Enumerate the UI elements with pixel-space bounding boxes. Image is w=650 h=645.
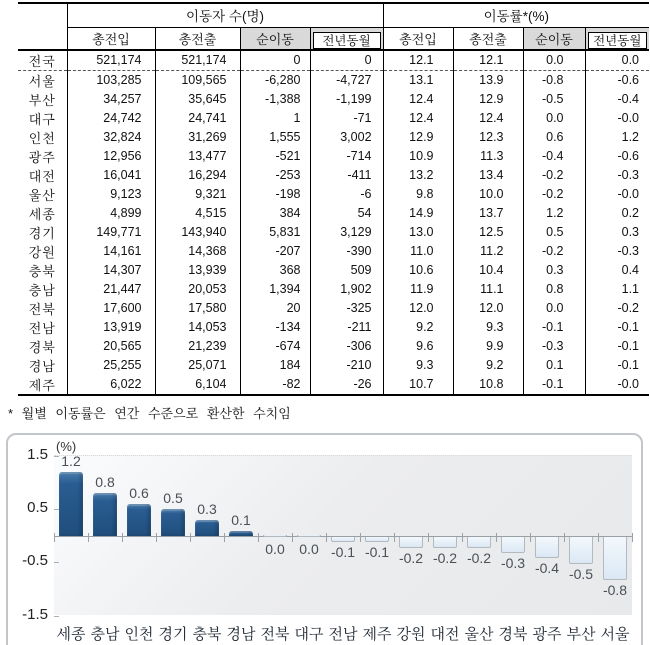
region-label: 서울 [28,73,56,89]
bar-value-label: -0.3 [500,554,526,571]
table-cell: 14.9 [383,204,453,223]
table-cell: 384 [240,204,310,223]
table-cell: -0.3 [523,337,585,356]
table-cell: 3,002 [310,128,383,147]
table-cell: -210 [310,356,383,375]
x-axis-label: 경남 [226,625,256,643]
table-row [18,166,649,185]
table-cell: 11.9 [383,280,453,299]
table-cell: 13.9 [453,70,523,90]
table-cell: -0.1 [585,318,649,337]
table-row [18,242,649,261]
col-header-yoy [310,27,383,50]
table-cell: -0.0 [585,375,649,395]
bar-value-label: 0.1 [231,511,251,528]
table-cell: 0.0 [523,50,585,71]
x-axis-label: 인천 [124,625,154,643]
group-header-rate: 이동률*(%) [383,3,649,27]
region-label: 광주 [28,149,56,165]
table-cell: 12.1 [383,50,453,71]
table-cell: 1,394 [240,280,310,299]
table-cell: 13.0 [383,223,453,242]
category-tick-mark [564,533,565,542]
bar-value-label: -0.2 [398,549,424,566]
table-cell: 1 [240,109,310,128]
table-cell: -0.2 [523,166,585,185]
bar-value-label: -0.8 [602,581,628,598]
table-cell: 20 [240,299,310,318]
table-cell: -0.2 [523,185,585,204]
table-cell: 24,741 [155,109,240,128]
table-cell: 10.9 [383,147,453,166]
bar-value-label: -0.5 [568,565,594,582]
x-axis-labels [54,623,632,644]
region-label: 경기 [28,225,56,241]
category-tick-mark [190,533,191,542]
footnote: * 월별 이동률은 연간 수준으로 환산한 수치임 [8,405,291,421]
table-cell: 0.2 [585,204,649,223]
table-cell: 1,902 [310,280,383,299]
x-axis-label: 제주 [362,625,392,643]
table-row [18,280,649,299]
col-header-total-in-rate: 총전입 [383,27,453,50]
category-tick-mark [360,533,361,542]
table-cell: 0.0 [585,50,649,71]
table-cell: 184 [240,356,310,375]
table-cell: 10.4 [453,261,523,280]
category-tick-mark [122,533,123,542]
table-cell: -521 [240,147,310,166]
table-row [18,70,649,90]
category-tick-mark [462,533,463,542]
table-cell: 14,053 [155,318,240,337]
table-row [18,261,649,280]
bar-충남 [93,493,117,536]
y-axis-tick-mark [54,616,59,617]
table-cell: 0.4 [585,261,649,280]
table-cell: -26 [310,375,383,395]
category-tick-mark [326,533,327,542]
table-cell: -6,280 [240,70,310,90]
table-cell: 12.5 [453,223,523,242]
table-body [18,50,649,395]
y-axis-tick-label: -0.5 [22,552,48,570]
bar-서울 [603,537,627,580]
table-cell: 10.7 [383,375,453,395]
table-row [18,356,649,375]
table-cell: 12.4 [383,90,453,109]
table-cell: -0.3 [585,242,649,261]
table-cell: -674 [240,337,310,356]
table-cell: 12.0 [453,299,523,318]
bar-value-label: 0.5 [163,489,183,506]
bar-충북 [195,520,219,536]
table-cell: 14,161 [67,242,155,261]
table-cell: 35,645 [155,90,240,109]
category-tick-mark [224,533,225,542]
table-cell: 14,307 [67,261,155,280]
table-cell: -0.1 [585,356,649,375]
region-label: 경남 [28,358,56,374]
category-tick-mark [496,533,497,542]
table-cell: 12.3 [453,128,523,147]
table-cell: -0.4 [585,90,649,109]
table-cell: 10.0 [453,185,523,204]
table-row [18,50,649,71]
table-cell: -0.4 [523,147,585,166]
bar-대전 [433,537,457,548]
bar-경기 [161,509,185,536]
category-tick-mark [156,533,157,542]
region-label: 대전 [28,168,56,184]
table-cell: 13.1 [383,70,453,90]
table-cell: -0.0 [585,109,649,128]
col-header-yoy-rate [585,27,649,50]
table-cell: 11.2 [453,242,523,261]
region-label: 충북 [28,263,56,279]
bar-부산 [569,537,593,564]
table-cell: 0 [240,50,310,71]
table-cell: -207 [240,242,310,261]
table-cell: 9.3 [383,356,453,375]
table-cell: 9.8 [383,185,453,204]
table-row [18,109,649,128]
bar-value-label: 0.0 [265,540,285,557]
x-axis-label: 부산 [566,625,596,643]
bar-광주 [535,537,559,558]
table-cell: -306 [310,337,383,356]
table-cell: 9.2 [383,318,453,337]
table-cell: 6,022 [67,375,155,395]
table-cell: 1.2 [523,204,585,223]
table-cell: 103,285 [67,70,155,90]
table-cell: 12.9 [453,90,523,109]
migration-stats-table [18,2,649,396]
region-label: 전남 [28,320,56,336]
bar-value-label: 1.2 [61,452,81,469]
net-migration-rate-chart [6,433,643,645]
table-cell: -0.3 [585,166,649,185]
table-row [18,90,649,109]
bar-인천 [127,504,151,536]
x-axis-label: 경북 [498,625,528,643]
col-header-net: 순이동 [240,27,310,50]
bar-value-label: -0.2 [466,549,492,566]
table-cell: 149,771 [67,223,155,242]
table-cell: 34,257 [67,90,155,109]
table-cell: -0.5 [523,90,585,109]
bar-제주 [365,537,389,542]
table-cell: -1,199 [310,90,383,109]
table-cell: -0.2 [585,299,649,318]
table-cell: 25,071 [155,356,240,375]
col-header-total-out-rate: 총전출 [453,27,523,50]
table-row [18,185,649,204]
bar-value-label: -0.2 [432,549,458,566]
table-cell: 6,104 [155,375,240,395]
x-axis-label: 광주 [532,625,562,643]
table-cell: 9,123 [67,185,155,204]
bar-대구 [297,535,321,537]
table-cell: 9,321 [155,185,240,204]
table-cell: 25,255 [67,356,155,375]
x-axis-label: 세종 [56,625,86,643]
table-cell: -411 [310,166,383,185]
table-cell: -211 [310,318,383,337]
y-axis-tick-mark [54,456,59,457]
table-cell: 4,515 [155,204,240,223]
table-cell: 14,368 [155,242,240,261]
table-row [18,337,649,356]
region-label: 제주 [18,375,67,395]
region-label: 대구 [28,111,56,127]
y-axis-tick-label: -1.5 [22,605,48,623]
col-header-total-out: 총전출 [155,27,240,50]
table-row [18,147,649,166]
table-cell: 509 [310,261,383,280]
table-cell: 31,269 [155,128,240,147]
x-axis-label: 전남 [328,625,358,643]
table-cell: 0.8 [523,280,585,299]
x-axis-label: 울산 [464,625,494,643]
bar-value-label: 0.8 [95,473,115,490]
table-cell: -0.1 [585,337,649,356]
table-cell: 16,041 [67,166,155,185]
bar-value-label: 0.6 [129,484,149,501]
corner-cell [18,27,67,50]
x-axis-label: 충북 [192,625,222,643]
x-axis-label: 전북 [260,625,290,643]
table-cell: 21,447 [67,280,155,299]
table-cell: 9.3 [453,318,523,337]
table-cell: 0.0 [523,299,585,318]
category-tick-mark [428,533,429,542]
bar-경북 [501,537,525,553]
table-row [18,375,649,395]
x-axis-label: 대구 [294,625,324,643]
table-row [18,299,649,318]
table-cell: 12.9 [383,128,453,147]
table-cell: -0.6 [585,147,649,166]
table-cell: 16,294 [155,166,240,185]
table-cell: -134 [240,318,310,337]
table-cell: 13.4 [453,166,523,185]
x-axis-label: 충남 [90,625,120,643]
table-cell: 143,940 [155,223,240,242]
bar-전북 [263,535,287,537]
region-label: 세종 [28,206,56,222]
table-cell: -0.1 [523,375,585,395]
bar-경남 [229,531,253,536]
table-cell: 24,742 [67,109,155,128]
table-cell: 0.0 [523,109,585,128]
bar-value-label: -0.1 [364,543,390,560]
table-cell: 13.2 [383,166,453,185]
region-label: 경북 [28,339,56,355]
table-cell: 13,939 [155,261,240,280]
table-cell: 12,956 [67,147,155,166]
y-axis-unit-label: (%) [56,438,77,454]
table-cell: 0 [310,50,383,71]
table-cell: -4,727 [310,70,383,90]
plot-area [54,452,632,615]
bar-value-label: -0.1 [330,543,356,560]
category-tick-mark [632,533,633,542]
region-label: 충남 [28,282,56,298]
bar-전남 [331,537,355,542]
table-cell: -71 [310,109,383,128]
table-cell: 17,600 [67,299,155,318]
table-cell: 0.3 [585,223,649,242]
table-cell: 32,824 [67,128,155,147]
table-cell: 12.1 [453,50,523,71]
category-tick-mark [530,533,531,542]
yoy-box: 전년동월 [313,32,381,49]
table-cell: 5,831 [240,223,310,242]
category-tick-mark [54,533,55,542]
table-cell: -0.1 [523,318,585,337]
table-cell: 10.8 [453,375,523,395]
table-row [18,128,649,147]
table-cell: 9.9 [453,337,523,356]
table-cell: 3,129 [310,223,383,242]
region-label: 강원 [28,244,56,260]
table-cell: 20,565 [67,337,155,356]
category-tick-mark [394,533,395,542]
x-axis-label: 경기 [158,625,188,643]
region-label: 울산 [28,187,56,203]
table-cell: -0.6 [585,70,649,90]
corner-cell [18,3,67,27]
table-cell: 521,174 [67,50,155,71]
bar-value-label: -0.4 [534,559,560,576]
table-cell: 0.3 [523,261,585,280]
y-axis-tick-label: 0.5 [27,498,48,516]
table-cell: -198 [240,185,310,204]
region-label: 부산 [28,92,56,108]
table-row [18,204,649,223]
table-cell: 20,053 [155,280,240,299]
table-cell: 11.0 [383,242,453,261]
table-cell: 21,239 [155,337,240,356]
table-cell: -1,388 [240,90,310,109]
x-axis-label: 대전 [430,625,460,643]
category-tick-mark [258,533,259,542]
table-cell: -390 [310,242,383,261]
region-label: 전북 [28,301,56,317]
table-cell: 13.7 [453,204,523,223]
table-cell: 1.1 [585,280,649,299]
table-cell: 521,174 [155,50,240,71]
bar-세종 [59,472,83,536]
table-cell: 10.6 [383,261,453,280]
table-cell: 0.5 [523,223,585,242]
region-label: 전국 [18,50,67,71]
category-tick-mark [292,533,293,542]
table-cell: 12.4 [383,109,453,128]
bar-울산 [467,537,491,548]
table-cell: 1.2 [585,128,649,147]
y-axis-tick-mark [54,562,59,563]
table-cell: 12.4 [453,109,523,128]
table-cell: -6 [310,185,383,204]
bar-value-label: 0.0 [299,540,319,557]
table-cell: 11.1 [453,280,523,299]
table-cell: -253 [240,166,310,185]
x-axis-label: 강원 [396,625,426,643]
table-cell: 13,477 [155,147,240,166]
table-cell: 0.1 [523,356,585,375]
table-cell: 17,580 [155,299,240,318]
table-cell: -0.8 [523,70,585,90]
table-cell: 12.0 [383,299,453,318]
bar-강원 [399,537,423,548]
table-cell: 4,899 [67,204,155,223]
table-cell: 1,555 [240,128,310,147]
table-cell: 368 [240,261,310,280]
table-cell: -0.2 [523,242,585,261]
category-tick-mark [598,533,599,542]
table-cell: -714 [310,147,383,166]
table-row [18,223,649,242]
yoy-rate-box: 전년동월 [588,32,648,49]
table-cell: 54 [310,204,383,223]
table-cell: 0.6 [523,128,585,147]
category-tick-mark [88,533,89,542]
col-header-total-in: 총전입 [67,27,155,50]
table-cell: 9.2 [453,356,523,375]
region-label: 인천 [28,130,56,146]
table-cell: -325 [310,299,383,318]
table-cell: -0.0 [585,185,649,204]
y-axis-tick-label: 1.5 [27,445,48,463]
bar-value-label: 0.3 [197,500,217,517]
table-row [18,318,649,337]
table-cell: 9.6 [383,337,453,356]
table-cell: 13,919 [67,318,155,337]
table-cell: 11.3 [453,147,523,166]
table-cell: 109,565 [155,70,240,90]
group-header-movers: 이동자 수(명) [67,3,383,27]
col-header-net-rate: 순이동 [523,27,585,50]
table-cell: -82 [240,375,310,395]
x-axis-label: 서울 [600,625,630,643]
